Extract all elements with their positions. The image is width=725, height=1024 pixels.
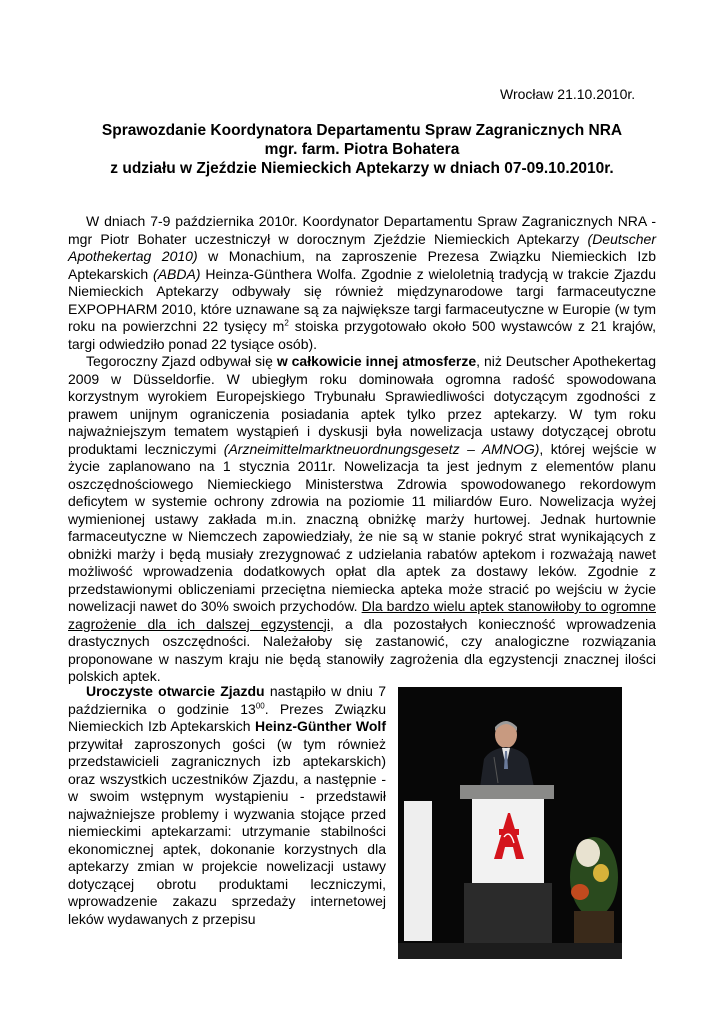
document-body [68,213,656,686]
speaker-at-podium-image [398,687,622,959]
p1-text-e: Heinza-Günthera Wolfa. Zgodnie z wieloletnią tradycją w trakcie Zjazdu Niemieckich Aptekarzy odbywały się również międzynarodowe targi farmaceutyczne EXPOPHARM 2010, które uznawane są za największe targi farmaceutyczne w Europie (w tym roku na powierzchni 22 tysięcy m [68,265,656,334]
p1-text-c: w Monachium, na zaproszenie Prezesa Związku Niemieckich Izb Aptekarskich [68,248,656,282]
document-title [62,121,662,178]
p3-bold-name: Heinz-Günther Wolf [254,718,386,734]
p2-underlined-threat: Dla bardzo wielu aptek stanowiłoby to ogromne zagrożenie dla ich dalszej egzystencji [68,598,656,632]
document-date: Wrocław 21.10.2010r. [500,86,636,102]
p2-text-a: Tegoroczny Zjazd odbywał się [86,353,277,369]
p3-bold-opening: Uroczyste otwarcie Zjazdu [86,683,265,699]
p1-italic-abda: (ABDA) [153,265,201,282]
p2-bold-atmosphere: w całkowicie innej atmosferze [276,353,477,369]
title-line-3: z udziału w Zjeździe Niemieckich Aptekarzy w dniach 07-09.10.2010r. [110,160,614,177]
title-line-1: Sprawozdanie Koordynatora Departamentu Spraw Zagranicznych NRA [101,122,623,139]
speaker-photo [398,687,622,959]
p1-italic-event: (Deutscher Apothekertag 2010) [68,230,656,264]
p2-text-c: , niż Deutscher Apothekertag 2009 w Düsseldorfie. W ubiegłym roku dominowała ogromna radość spowodowana korzystnym wyrokiem Europejskiego Trybunału Sprawiedliwości dotyczącym zgodności z prawem unijnym ograniczenia posiadania aptek tylko przez aptekarzy. W tym roku najważniejszym tematem wystąpień i dyskusji była nowelizacja ustawy dotyczącej obrotu produktami leczniczymi [68,353,657,457]
opening-column [68,683,386,928]
paragraph-1 [68,213,656,353]
title-line-2: mgr. farm. Piotra Bohatera [264,141,460,158]
p3-text-c: . Prezes Związku Niemieckich Izb Aptekarskich [68,700,386,734]
paragraph-2 [68,353,656,686]
p2-text-e: , której wejście w życie zaplanowano na 1 stycznia 2011r. Nowelizacja ta jest jednym z elementów planu oszczędnościowego Niemieckiego Ministerstwa Zdrowia spowodowanego rekordowym deficytem w systemie ochrony zdrowia na poziomie 11 miliardów Euro. Nowelizacja wyżej wymienionej ustawy zakłada m.in. znaczną obniżkę marży hurtowej. Jednak hurtownie farmaceutyczne w Niemczech zapowiedziały, że nie są w stanie pokryć strat wynikających z obniżki marży i będą musiały zrezygnować z udzielania rabatów aptekom i rozważają nawet możliwość wprowadzenia dodatkowych opłat dla aptek za dostawy leków. Zgodnie z przedstawionymi obliczeniami przeciętna niemiecka apteka może stracić po wejściu w życie nowelizacji nawet do 30% swoich przychodów. [68,440,656,614]
paragraph-3 [68,683,386,928]
p1-text-f: stoiska przygotowało około 500 wystawców z 21 krajów, targi odwiedziło ponad 22 tysiące osób). [68,318,656,352]
p1-superscript: 2 [284,318,289,328]
p2-italic-law: (Arzneimittelmarktneuordnungsgesetz – AMNOG) [223,440,540,457]
p3-superscript: 00 [255,700,265,710]
p3-text-e: przywitał zaproszonych gości (w tym również przedstawicieli zagranicznych izb aptekarskich) oraz wszystkich uczestników Zjazdu, a następnie - w swoim wstępnym wystąpieniu - przedstawił najważniejsze problemy i wyzwania stojące przed niemieckimi aptekarzami: utrzymanie stabilności ekonomicznej aptek, dokonanie korzystnych dla aptekarzy zmian w projekcie nowelizacji ustawy dotyczącej obrotu produktami leczniczymi, wprowadzenie zakazu sprzedaży internetowej leków wydawanych z przepisu [68,735,386,927]
p2-text-g: , a dla pozostałych konieczność wprowadzenia drastycznych oszczędności. Należałoby się zastanowić, czy analogiczne rozwiązania proponowane w naszym kraju nie będą stanowiły zagrożenia dla egzystencji znacznej ilości polskich aptek. [68,615,657,684]
p1-text-a: W dniach 7-9 października 2010r. Koordynator Departamentu Spraw Zagranicznych NRA - mgr Piotr Bohater uczestniczył w dorocznym Zjeździe Niemieckich Aptekarzy [68,213,656,247]
p3-text-b: nastąpiło w dniu 7 października o godzinie 13 [68,683,386,717]
